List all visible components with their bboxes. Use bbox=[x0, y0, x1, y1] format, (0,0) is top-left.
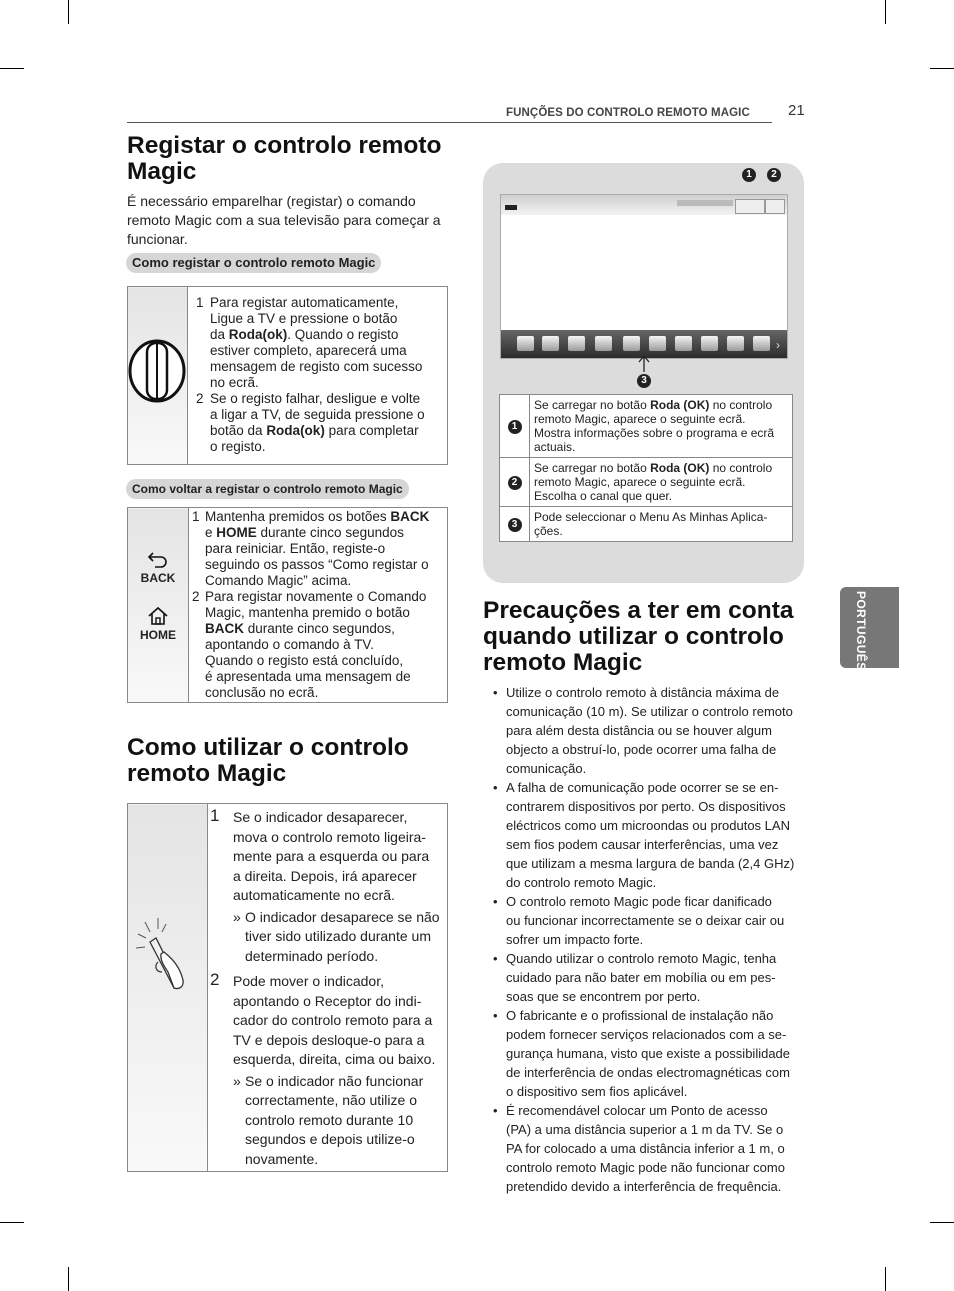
home-icon bbox=[147, 606, 169, 626]
app-icon bbox=[727, 336, 744, 351]
precaution-item: • A falha de comunicação pode ocorrer se se en- contrarem dispositivos por perto. Os dispositivos eléctricos como um microondas ou produtos LAN sem fios podem causar interferências, uma vez que utilizam a mesma largura de banda (2,4 GHz) do controlo remoto Magic. bbox=[490, 778, 795, 892]
home-label: HOME bbox=[140, 628, 176, 642]
register-steps-table bbox=[127, 286, 448, 465]
tv-callout-text-1: Se carregar no botão Roda (OK) no controlo remoto Magic, aparece o seguinte ecrã. Mostra informações sobre o programa e ecrã actuais. bbox=[530, 395, 793, 458]
crop-mark bbox=[885, 1267, 886, 1291]
app-icon bbox=[623, 336, 640, 351]
reregister-step-2: 2 Para registar novamente o Comando Magic, mantenha premido o botão BACK durante cinco segundos, apontando o comando à TV. Quando o registo está concluído, é apresentada uma mensagem de conclusão no ecrã. bbox=[192, 589, 427, 700]
use-steps-table bbox=[127, 803, 448, 1172]
running-header: FUNÇÕES DO CONTROLO REMOTO MAGIC bbox=[506, 107, 750, 119]
register-step-1: 1 Para registar automaticamente, Ligue a TV e pressione o botão da Roda(ok). Quando o registo estiver completo, aparecerá uma mensagem de registo com sucesso no ecrã. bbox=[196, 295, 423, 390]
app-icon bbox=[701, 336, 718, 351]
callout-3-icon: 3 bbox=[637, 374, 651, 388]
tv-callout-row-2 bbox=[500, 458, 793, 507]
tv-screen-illustration bbox=[500, 194, 788, 359]
reregister-steps-text bbox=[189, 508, 448, 703]
magic-remote-wheel-icon bbox=[128, 287, 187, 459]
tv-info-bar bbox=[501, 195, 787, 215]
back-icon bbox=[147, 550, 169, 568]
precaution-item: • O controlo remoto Magic pode ficar danificado ou funcionar incorrectamente se o deixar cair ou sofrer um impacto forte. bbox=[490, 892, 795, 949]
precautions-list bbox=[490, 683, 795, 1196]
crop-mark bbox=[885, 0, 886, 24]
app-icon bbox=[517, 336, 534, 351]
reregister-steps-table bbox=[127, 507, 448, 703]
header-rule bbox=[127, 122, 772, 123]
crop-mark bbox=[0, 1222, 24, 1223]
back-label: BACK bbox=[140, 571, 176, 585]
row-3-callout-icon: 3 bbox=[508, 518, 522, 532]
page-number: 21 bbox=[788, 102, 805, 119]
row-2-callout-icon: 2 bbox=[508, 476, 522, 490]
precaution-item: • Utilize o controlo remoto à distância máxima de comunicação (10 m). Se utilizar o controlo remoto para além desta distância ou se houver algum objecto a obstruí-lo, pode ocorrer uma falha de comunicação. bbox=[490, 683, 795, 778]
subheading-register: Como registar o controlo remoto Magic bbox=[126, 253, 381, 273]
callout-1-icon: 1 bbox=[742, 168, 756, 182]
section-title-register: Registar o controlo remoto Magic bbox=[127, 132, 442, 185]
reregister-step-1: 1 Mantenha premidos os botões BACK e HOME durante cinco segundos para reiniciar. Então, registe-o seguindo os passos “Como registar o Comando Magic” acima. bbox=[192, 509, 430, 588]
info-icon bbox=[735, 199, 765, 214]
use-steps-text bbox=[208, 804, 448, 1172]
use-step-2: 2 Pode mover o indicador, apontando o Receptor do indi- cador do controlo remoto para a TV e depois desloque-o para a esquerda, direita, cima ou baixo. bbox=[210, 970, 436, 1067]
register-steps-text bbox=[188, 287, 448, 465]
tv-callout-row-1 bbox=[500, 395, 793, 458]
chevron-right-icon: › bbox=[776, 338, 780, 352]
tv-callout-text-3: Pode seleccionar o Menu As Minhas Aplica- ções. bbox=[530, 507, 793, 542]
language-tab-label: PORTUGUÊS bbox=[854, 591, 868, 671]
app-icon bbox=[753, 336, 770, 351]
section-title-use: Como utilizar o controlo remoto Magic bbox=[127, 734, 409, 787]
pointer-image-cell bbox=[128, 804, 208, 1172]
precaution-item: • Quando utilizar o controlo remoto Magic, tenha cuidado para não bater em mobília ou em pes- soas que se encontrem por perto. bbox=[490, 949, 795, 1006]
use-step-1-note: » O indicador desaparece se não tiver sido utilizado durante um determinado período. bbox=[233, 908, 440, 964]
use-step-1: 1 Se o indicador desaparecer, mova o controlo remoto ligeira- mente para a esquerda ou para a direita. Depois, irá aparecer automaticamente no ecrã. bbox=[210, 806, 430, 903]
app-icon bbox=[595, 336, 612, 351]
remote-pointing-icon bbox=[128, 804, 207, 1162]
tv-callout-row-3 bbox=[500, 507, 793, 542]
channel-indicator-icon bbox=[505, 205, 517, 210]
tv-callouts-table bbox=[499, 394, 793, 542]
app-icon bbox=[649, 336, 666, 351]
callout-3-arrow-icon bbox=[638, 354, 650, 374]
subheading-reregister: Como voltar a registar o controlo remoto Magic bbox=[126, 479, 409, 499]
crop-mark bbox=[68, 1267, 69, 1291]
language-tab bbox=[840, 587, 899, 671]
tv-callout-text-2: Se carregar no botão Roda (OK) no controlo remoto Magic, aparece o seguinte ecrã. Escolha o canal que quer. bbox=[530, 458, 793, 507]
home-app-icon bbox=[568, 336, 585, 351]
wheel-image-cell bbox=[128, 287, 188, 465]
pencil-icon bbox=[765, 199, 785, 214]
register-step-2: 2 Se o registo falhar, desligue e volte a ligar a TV, de seguida pressione o botão da Roda(ok) para completar o registo. bbox=[196, 391, 425, 454]
program-info-bar bbox=[677, 200, 733, 206]
crop-mark bbox=[68, 0, 69, 24]
crop-mark bbox=[930, 1222, 954, 1223]
precaution-item: • É recomendável colocar um Ponto de acesso (PA) a uma distância superior a 1 m da TV. Se o PA for colocado a uma distância inferior a 1 m, o controlo remoto Magic pode não funcionar como pretendido devido a interferência de frequência. bbox=[490, 1101, 795, 1196]
row-1-callout-icon: 1 bbox=[508, 420, 522, 434]
crop-mark bbox=[0, 68, 24, 69]
callout-2-icon: 2 bbox=[767, 168, 781, 182]
settings-icon bbox=[542, 336, 559, 351]
use-step-2-note: » Se o indicador não funcionar correctamente, não utilize o controlo remoto durante 10 segundos e depois utilize-o novamente. bbox=[233, 1072, 424, 1167]
section-title-precautions: Precauções a ter em conta quando utilizar o controlo remoto Magic bbox=[483, 597, 794, 676]
register-intro: É necessário emparelhar (registar) o comando remoto Magic com a sua televisão para começar a funcionar. bbox=[127, 193, 441, 247]
precaution-item: • O fabricante e o profissional de instalação não podem fornecer serviços relacionados com a se- gurança humana, visto que existe a possibilidade de interferência de ondas electromagnéticas com o dispositivo sem fios aplicável. bbox=[490, 1006, 795, 1101]
crop-mark bbox=[930, 68, 954, 69]
buttons-image-cell bbox=[128, 508, 189, 703]
app-icon bbox=[675, 336, 692, 351]
